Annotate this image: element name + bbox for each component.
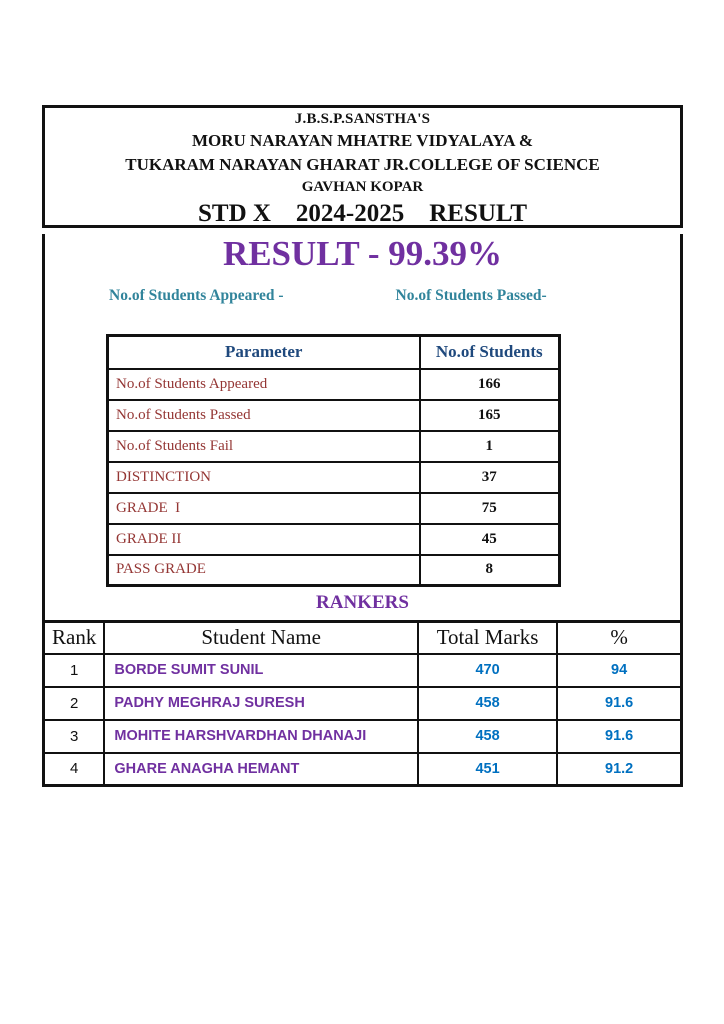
total-marks: 451: [418, 753, 557, 786]
percent-value: 91.2: [557, 753, 681, 786]
parameter-label: GRADE I: [108, 493, 420, 524]
parameter-label: GRADE II: [108, 524, 420, 555]
parameter-value: 75: [420, 493, 560, 524]
parameter-value: 1: [420, 431, 560, 462]
school-header: [42, 105, 683, 228]
summary-header-students: No.of Students: [420, 336, 560, 369]
exam-title: STD X 2024-2025 RESULT: [197, 200, 527, 227]
parameter-label: No.of Students Appeared: [108, 369, 420, 400]
rankers-header-name: Student Name: [104, 622, 418, 654]
students-stats-line: [45, 287, 680, 305]
school-name-line1: MORU NARAYAN MHATRE VIDYALAYA &: [191, 131, 533, 150]
parameter-label: DISTINCTION: [108, 462, 420, 493]
result-percentage-title: RESULT - 99.39%: [222, 234, 503, 273]
parameter-value: 166: [420, 369, 560, 400]
table-row: [108, 555, 560, 586]
student-name: MOHITE HARSHVARDHAN DHANAJI: [104, 720, 418, 753]
rankers-header-marks: Total Marks: [418, 622, 557, 654]
total-marks: 458: [418, 720, 557, 753]
table-row: [44, 654, 682, 687]
students-passed-label: No.of Students Passed-: [395, 287, 547, 304]
table-row: [44, 687, 682, 720]
trust-name: J.B.S.P.SANSTHA'S: [294, 111, 431, 127]
rank-value: 1: [44, 654, 105, 687]
total-marks: 458: [418, 687, 557, 720]
percent-value: 91.6: [557, 720, 681, 753]
student-name: GHARE ANAGHA HEMANT: [104, 753, 418, 786]
table-row: [108, 462, 560, 493]
table-row: [44, 720, 682, 753]
percent-value: 94: [557, 654, 681, 687]
rankers-header-row: [44, 622, 682, 654]
summary-header-row: [108, 336, 560, 369]
table-row: [108, 369, 560, 400]
table-row: [108, 493, 560, 524]
rank-value: 4: [44, 753, 105, 786]
parameter-value: 165: [420, 400, 560, 431]
result-document: [42, 105, 683, 787]
table-row: [108, 400, 560, 431]
rankers-table: [42, 620, 683, 787]
table-row: [108, 524, 560, 555]
parameter-label: PASS GRADE: [108, 555, 420, 586]
student-name: BORDE SUMIT SUNIL: [104, 654, 418, 687]
summary-header-parameter: Parameter: [108, 336, 420, 369]
rankers-header-rank: Rank: [44, 622, 105, 654]
parameter-value: 8: [420, 555, 560, 586]
rankers-header-percent: %: [557, 622, 681, 654]
parameter-label: No.of Students Passed: [108, 400, 420, 431]
parameter-label: No.of Students Fail: [108, 431, 420, 462]
school-location: GAVHAN KOPAR: [301, 179, 424, 195]
parameter-value: 45: [420, 524, 560, 555]
student-name: PADHY MEGHRAJ SURESH: [104, 687, 418, 720]
parameter-value: 37: [420, 462, 560, 493]
students-appeared-label: No.of Students Appeared -: [109, 287, 284, 304]
table-row: [44, 753, 682, 786]
summary-table: [106, 334, 561, 587]
school-name-line2: TUKARAM NARAYAN GHARAT JR.COLLEGE OF SCIENCE: [125, 155, 600, 174]
rankers-heading: RANKERS: [316, 592, 409, 613]
total-marks: 470: [418, 654, 557, 687]
percent-value: 91.6: [557, 687, 681, 720]
rank-value: 2: [44, 687, 105, 720]
rank-value: 3: [44, 720, 105, 753]
table-row: [108, 431, 560, 462]
result-summary-section: [42, 234, 683, 620]
